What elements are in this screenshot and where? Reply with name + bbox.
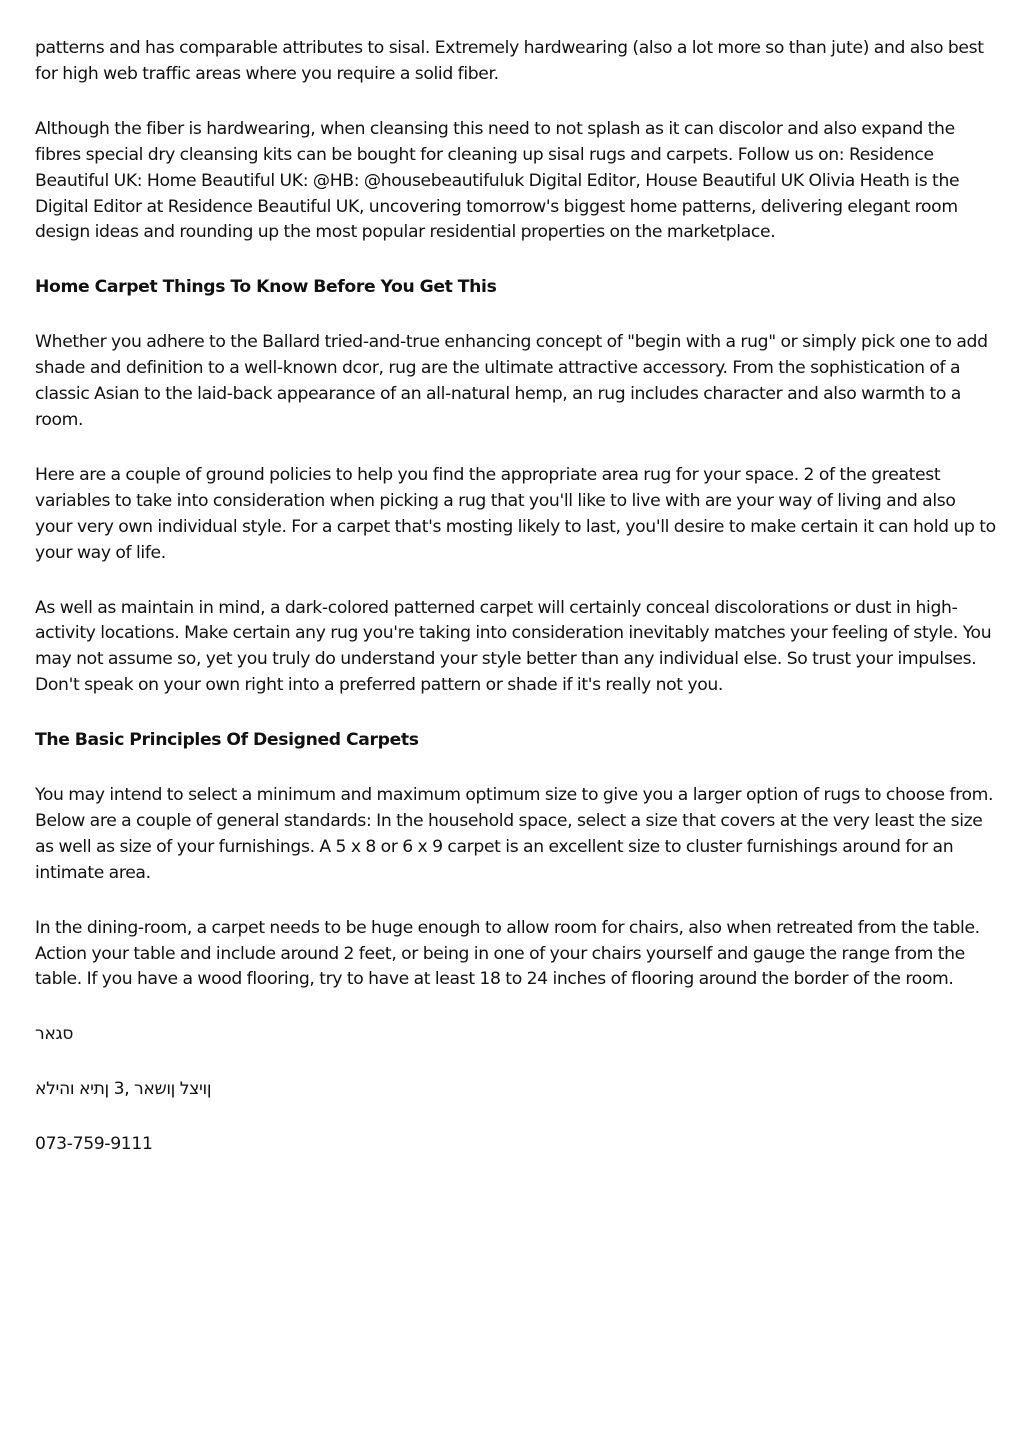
heading-home-carpet: Home Carpet Things To Know Before You Get This [35, 277, 497, 298]
paragraph-ballard-concept: Whether you adhere to the Ballard tried-and-true enhancing concept of "begin with a rug" or simply pick one to add shade and definition to a well-known dcor, rug are the ultimate attractive accessory. From the sophistication of a classic Asian to the laid-back appearance of an all-natural hemp, an rug includes character and also warmth to a room. [35, 332, 988, 430]
paragraph-fiber-cleansing: Although the fiber is hardwearing, when cleansing this need to not splash as it can discolor and also expand the fibres special dry cleansing kits can be bought for cleaning up sisal rugs and carpets. Follow us on: Residence Beautiful UK: Home Beautiful UK: @HB: @housebeautifuluk Digital Editor, House Beautiful UK Olivia Heath is the Digital Editor at Residence Beautiful UK, uncovering tomorrow's biggest home patterns, delivering elegant room design ideas and rounding up the most popular residential properties on the marketplace. [35, 118, 960, 243]
paragraph-dining-room: In the dining-room, a carpet needs to be huge enough to allow room for chairs, also when retreated from the table. Action your table and include around 2 feet, or being in one of your chairs yourself and gauge the range from the table. If you have a wood flooring, try to have at least 18 to 24 inches of flooring around the border of the room. [35, 917, 980, 990]
document-page [35, 36, 997, 1187]
contact-address: ןויצל ןושאר ,3 ןתיא והילא [35, 1079, 212, 1100]
paragraph-dark-carpet: As well as maintain in mind, a dark-colored patterned carpet will certainly conceal discolorations or dust in high-activity locations. Make certain any rug you're taking into consideration inevitably matches your feeling of style. You may not assume so, yet you truly do understand your style better than any individual else. So trust your impulses. Don't speak on your own right into a preferred pattern or shade if it's really not you. [35, 597, 992, 696]
paragraph-sisal-patterns: patterns and has comparable attributes to sisal. Extremely hardwearing (also a lot more so than jute) and also best for high web traffic areas where you require a solid fiber. [35, 38, 984, 84]
paragraph-size-standards: You may intend to select a minimum and maximum optimum size to give you a larger option of rugs to choose from. Below are a couple of general standards: In the household space, select a size that covers at the very least the size as well as size of your furnishings. A 5 x 8 or 6 x 9 carpet is an excellent size to cluster furnishings around for an intimate area. [35, 785, 994, 883]
paragraph-ground-policies: Here are a couple of ground policies to help you find the appropriate area rug for your space. 2 of the greatest variables to take into consideration when picking a rug that you'll like to live with are your way of living and also your very own individual style. For a carpet that's mosting likely to last, you'll desire to make certain it can hold up to your way of life. [35, 464, 996, 563]
contact-name: סגאר [35, 1024, 74, 1045]
heading-basic-principles: The Basic Principles Of Designed Carpets [35, 730, 419, 751]
contact-phone: 073-759-9111 [35, 1134, 153, 1155]
